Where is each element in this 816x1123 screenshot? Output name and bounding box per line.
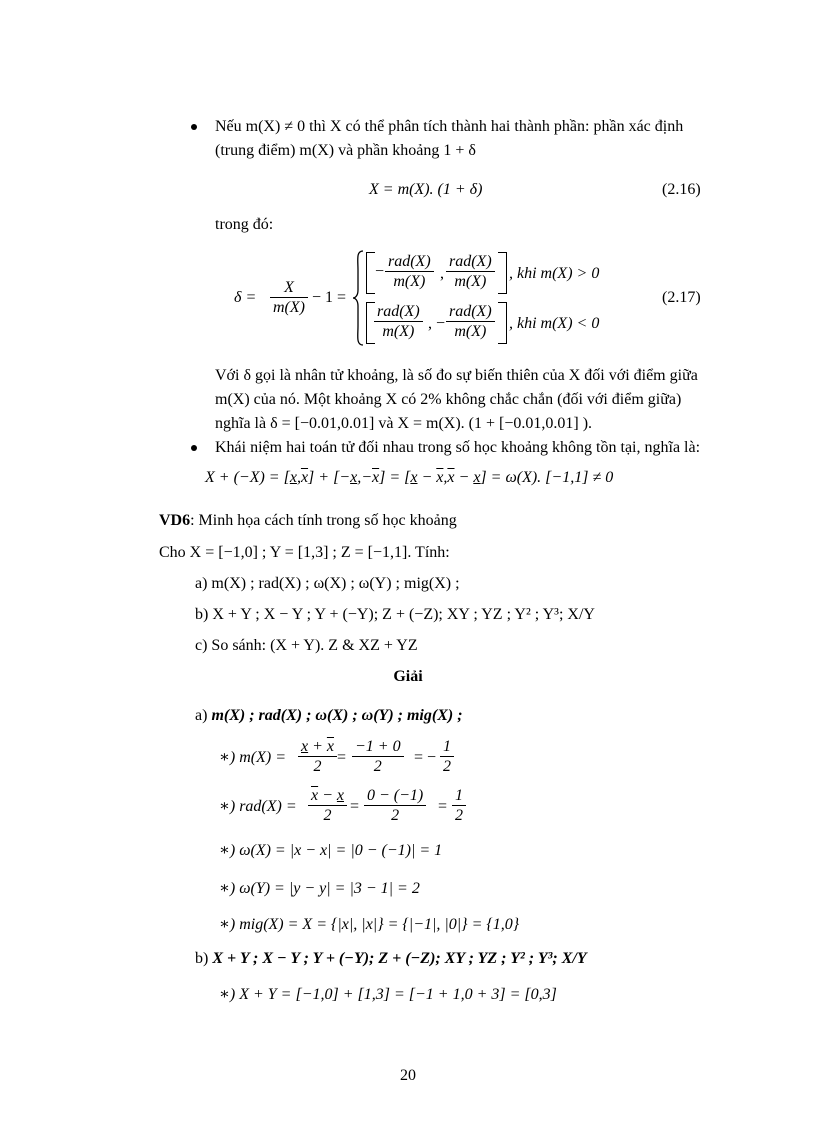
bullet-point [191,124,197,130]
vd6-text: : Minh họa cách tính trong số học khoảng [190,512,457,529]
sol-m-frac3-den: 2 [443,758,451,775]
sol-rad-eq1: = [350,798,360,815]
formula-part-d: = ω(X). [−1,1] ≠ 0 [486,469,614,486]
bullet-point [191,445,197,451]
case1-condition: , khi m(X) > 0 [509,265,600,282]
case2-frac2-den: m(X) [454,323,487,340]
case2-frac1-num: rad(X) [374,302,423,322]
sol-rad-frac1 [306,786,349,825]
sol-rad-frac2-num: 0 − (−1) [364,786,426,806]
case1-frac1-den: m(X) [393,273,426,290]
eq217-minus-one: − 1 = [312,289,347,306]
trong-do-label: trong đó: [215,216,274,233]
case1-comma: , [440,265,444,282]
sol-m-frac3-num: 1 [440,737,454,757]
sol-m-neg: = − [414,749,437,766]
case2-frac2 [444,302,497,341]
bullet1-line2: (trung điểm) m(X) và phần khoảng 1 + δ [215,142,476,159]
sol-mig: ∗) mig(X) = X = {|x|, |x|} = {|−1|, |0|} = {1,0} [219,916,520,933]
sol-m-frac2-num: −1 + 0 [352,737,404,757]
solution-b-prefix: b) [195,950,213,967]
case1-frac2-num: rad(X) [446,252,495,272]
formula-part-a: X + (−X) = [205,469,284,486]
solution-b-heading [195,949,587,969]
sol-m-frac1 [296,737,339,776]
case1-right-bracket [498,252,507,294]
equation-2-16: X = m(X). (1 + δ) [369,181,483,198]
given-intervals: Cho X = [−1,0] ; Y = [1,3] ; Z = [−1,1]. Tính: [159,544,450,561]
bullet2-formula: $X + (-X) = [x,\overline{x}] + [-x,-\overline{x}] = [x - \overline{x},\overline{x} - x] = \omega(X)$. [−1,1] ≠ 0 [205,469,614,486]
eq217-frac-den: m(X) [273,299,305,316]
formula-part-b: + [314,469,334,486]
para-delta-line1: Với δ gọi là nhân tử khoảng, là số đo sự biến thiên của X đối với điểm giữa [215,367,698,384]
case2-frac1-den: m(X) [382,323,415,340]
equation-number-2-16: (2.16) [662,181,701,198]
sol-m-frac3 [438,737,456,776]
sol-m-frac1-num: $x + \overline{x}$ [298,737,337,757]
task-b: b) X + Y ; X − Y ; Y + (−Y); Z + (−Z); XY ; YZ ; Y² ; Y³; X/Y [195,606,595,623]
sol-m-eq1: = [337,749,347,766]
case1-left-bracket [366,252,375,294]
vd6-label: VD6 [159,512,191,529]
sol-rad-eq2: = [438,798,448,815]
bullet2-line1: Khái niệm hai toán tử đối nhau trong số học khoảng không tồn tại, nghĩa là: [215,439,701,456]
eq217-fraction [268,278,310,317]
sol-rad-frac2-den: 2 [391,807,400,824]
page-number: 20 [400,1067,416,1084]
equation-number-2-17: (2.17) [662,289,701,306]
formula-part-c: = [385,469,405,486]
sol-rad-frac3-num: 1 [452,786,466,806]
case1-frac2 [444,252,497,291]
sol-rad-frac2 [362,786,428,825]
case2-frac1 [372,302,425,341]
case1-frac1 [383,252,436,291]
case1-frac2-den: m(X) [454,273,487,290]
solution-a-heading [195,706,463,726]
case2-right-bracket [498,302,507,344]
sol-m-frac2 [350,737,406,776]
task-c: c) So sánh: (X + Y). Z & XZ + YZ [195,637,418,654]
sol-omega-y: ∗) ω(Y) = |y − y| = |3 − 1| = 2 [219,880,420,897]
sol-rad-label: ∗) rad(X) = [219,798,297,815]
sol-rad-frac3-den: 2 [455,807,463,824]
case2-sep: , − [428,315,446,332]
sol-rad-frac1-num: $\overline{x} - x$ [308,786,347,806]
solution-a-items: m(X) ; rad(X) ; ω(X) ; ω(Y) ; mig(X) ; [211,707,463,724]
sol-omega-x: ∗) ω(X) = |x − x| = |0 − (−1)| = 1 [219,842,443,859]
bullet1-line1: Nếu m(X) ≠ 0 thì X có thể phân tích thành hai thành phần: phần xác định [215,118,684,135]
left-brace [352,250,364,346]
para-delta-line2: m(X) của nó. Một khoảng X có 2% không chắc chắn (đối với điểm giữa) [215,391,682,408]
case2-condition: , khi m(X) < 0 [509,315,600,332]
case1-frac1-num: rad(X) [385,252,434,272]
sol-m-frac1-den: 2 [313,758,322,775]
solution-heading: Giải [393,668,423,685]
para-delta-line3: nghĩa là δ = [−0.01,0.01] và X = m(X). (1 + [−0.01,0.01] ). [215,415,593,432]
case1-minus: − [375,263,385,280]
eq217-frac-num: X [270,278,308,298]
solution-a-prefix: a) [195,707,212,724]
sol-rad-frac1-den: 2 [323,807,332,824]
sol-m-label: ∗) m(X) = [219,749,286,766]
task-a: a) m(X) ; rad(X) ; ω(X) ; ω(Y) ; mig(X) ; [195,575,460,592]
case2-frac2-num: rad(X) [446,302,495,322]
eq217-lhs: δ = [234,289,257,306]
vd6-heading [159,511,457,531]
solution-b-items: X + Y ; X − Y ; Y + (−Y); Z + (−Z); XY ; YZ ; Y² ; Y³; X/Y [212,950,587,967]
sol-rad-frac3 [450,786,468,825]
sol-x-plus-y: ∗) X + Y = [−1,0] + [1,3] = [−1 + 1,0 + 3] = [0,3] [219,986,557,1003]
sol-m-frac2-den: 2 [373,758,382,775]
